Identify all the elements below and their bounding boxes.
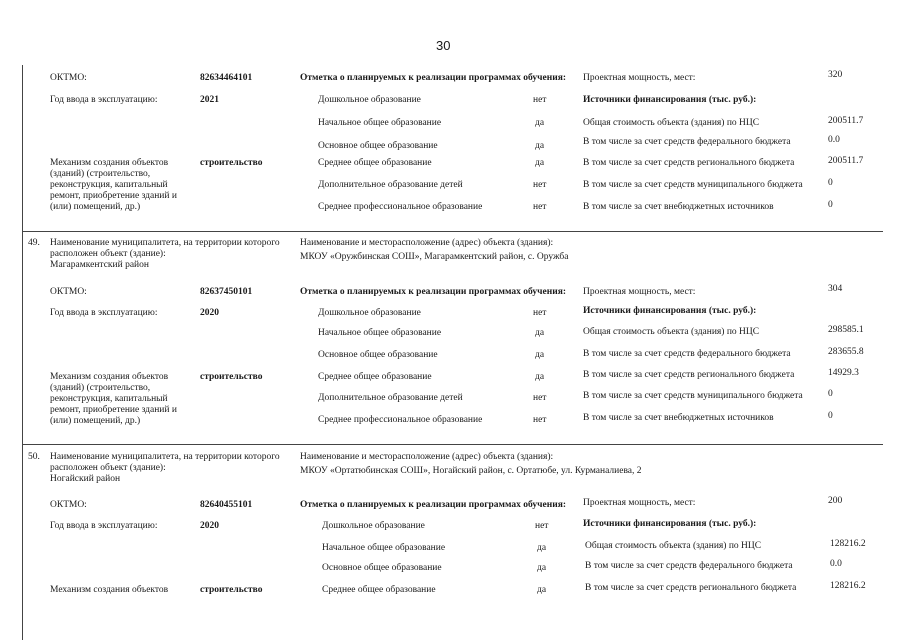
capacity-label: Проектная мощность, мест:: [583, 498, 696, 508]
funding-regional-value: 200511.7: [828, 156, 864, 166]
program-vocational-mark: нет: [533, 202, 547, 212]
mechanism-value: строительство: [200, 585, 263, 595]
mechanism-value: строительство: [200, 372, 263, 382]
program-basic-mark: да: [537, 563, 547, 573]
funding-total-label: Общая стоимость объекта (здания) по НЦС: [583, 327, 760, 337]
object-heading: Наименование и месторасположение (адрес) объекта (здания):: [300, 238, 554, 248]
funding-total-value: 128216.2: [830, 539, 866, 549]
programs-heading: Отметка о планируемых к реализации программах обучения:: [300, 500, 567, 510]
program-secondary: Среднее общее образование: [318, 372, 432, 382]
program-secondary-mark: да: [535, 372, 545, 382]
oktmo-value: 82640455101: [200, 500, 253, 510]
program-primary: Начальное общее образование: [318, 328, 442, 338]
record-number: 49.: [28, 238, 40, 248]
oktmo-value: 82637450101: [200, 287, 253, 297]
row-divider-48-49: [22, 231, 883, 232]
funding-total-label: Общая стоимость объекта (здания) по НЦС: [585, 541, 762, 551]
funding-federal-label: В том числе за счет средств федерального бюджета: [585, 561, 793, 571]
funding-extra-value: 0: [828, 411, 833, 421]
funding-regional-label: В том числе за счет средств регионального бюджета: [585, 583, 797, 593]
funding-municipal-value: 0: [828, 178, 833, 188]
program-additional-mark: нет: [533, 180, 547, 190]
object-heading: Наименование и месторасположение (адрес) объекта (здания):: [300, 452, 554, 462]
row-divider-49-50: [22, 444, 883, 445]
funding-heading: Источники финансирования (тыс. руб.):: [583, 95, 757, 105]
funding-regional-value: 128216.2: [830, 581, 866, 591]
program-additional: Дополнительное образование детей: [318, 180, 463, 190]
mechanism-label: Механизм создания объектов (зданий) (строительство, реконструкция, капитальный ремонт, приобретение зданий и (или) помещений, др.): [50, 158, 177, 212]
program-basic-mark: да: [535, 350, 545, 360]
program-basic: Основное общее образование: [318, 350, 438, 360]
mechanism-label: Механизм создания объектов: [50, 585, 169, 595]
year-value: 2020: [200, 308, 219, 318]
funding-municipal-label: В том числе за счет средств муниципального бюджета: [583, 391, 803, 401]
year-label: Год ввода в эксплуатацию:: [50, 308, 158, 318]
funding-federal-value: 0.0: [828, 135, 840, 145]
capacity-label: Проектная мощность, мест:: [583, 73, 696, 83]
program-basic-mark: да: [535, 141, 545, 151]
programs-heading: Отметка о планируемых к реализации программах обучения:: [300, 73, 567, 83]
program-vocational-mark: нет: [533, 415, 547, 425]
funding-total-value: 200511.7: [828, 116, 864, 126]
funding-total-value: 298585.1: [828, 325, 864, 335]
capacity-value: 200: [828, 496, 843, 506]
program-primary-mark: да: [537, 543, 547, 553]
funding-federal-label: В том числе за счет средств федерального бюджета: [583, 349, 791, 359]
year-label: Год ввода в эксплуатацию:: [50, 521, 158, 531]
program-secondary-mark: да: [535, 158, 545, 168]
program-additional: Дополнительное образование детей: [318, 393, 463, 403]
program-primary: Начальное общее образование: [318, 118, 442, 128]
record-number: 50.: [28, 452, 40, 462]
funding-regional-value: 14929.3: [828, 368, 859, 378]
funding-regional-label: В том числе за счет средств регионального бюджета: [583, 370, 795, 380]
program-preschool-mark: нет: [533, 308, 547, 318]
capacity-value: 304: [828, 284, 843, 294]
funding-heading: Источники финансирования (тыс. руб.):: [583, 306, 757, 316]
program-primary-mark: да: [535, 118, 545, 128]
funding-extra-value: 0: [828, 200, 833, 210]
program-preschool: Дошкольное образование: [322, 521, 425, 531]
municipality-heading: Наименование муниципалитета, на территории которого расположен объект (здание):: [50, 238, 280, 259]
municipality-value: Ногайский район: [50, 474, 121, 484]
table-left-border: [22, 65, 23, 640]
program-basic: Основное общее образование: [318, 141, 438, 151]
oktmo-label: ОКТМО:: [50, 287, 87, 297]
object-value: МКОУ «Ортатюбинская СОШ», Ногайский район, с. Ортатюбе, ул. Курманалиева, 2: [300, 466, 642, 476]
funding-municipal-value: 0: [828, 389, 833, 399]
program-primary-mark: да: [535, 328, 545, 338]
mechanism-label: Механизм создания объектов (зданий) (строительство, реконструкция, капитальный ремонт, приобретение зданий и (или) помещений, др.): [50, 372, 177, 426]
year-value: 2021: [200, 95, 219, 105]
capacity-value: 320: [828, 70, 843, 80]
mechanism-value: строительство: [200, 158, 263, 168]
program-preschool-mark: нет: [535, 521, 549, 531]
municipality-heading: Наименование муниципалитета, на территории которого расположен объект (здание):: [50, 452, 280, 473]
oktmo-label: ОКТМО:: [50, 500, 87, 510]
funding-federal-label: В том числе за счет средств федерального бюджета: [583, 137, 791, 147]
programs-heading: Отметка о планируемых к реализации программах обучения:: [300, 287, 567, 297]
program-secondary-mark: да: [537, 585, 547, 595]
object-value: МКОУ «Оружбинская СОШ», Магарамкентский район, с. Оружба: [300, 252, 569, 262]
funding-regional-label: В том числе за счет средств регионального бюджета: [583, 158, 795, 168]
capacity-label: Проектная мощность, мест:: [583, 287, 696, 297]
funding-federal-value: 0.0: [830, 559, 842, 569]
oktmo-value: 82634464101: [200, 73, 253, 83]
funding-extra-label: В том числе за счет внебюджетных источников: [583, 202, 774, 212]
funding-federal-value: 283655.8: [828, 347, 864, 357]
program-additional-mark: нет: [533, 393, 547, 403]
funding-municipal-label: В том числе за счет средств муниципального бюджета: [583, 180, 803, 190]
program-preschool: Дошкольное образование: [318, 308, 421, 318]
program-preschool: Дошкольное образование: [318, 95, 421, 105]
program-basic: Основное общее образование: [322, 563, 442, 573]
municipality-value: Магарамкентский район: [50, 260, 149, 270]
funding-total-label: Общая стоимость объекта (здания) по НЦС: [583, 118, 760, 128]
program-vocational: Среднее профессиональное образование: [318, 415, 483, 425]
oktmo-label: ОКТМО:: [50, 73, 87, 83]
page-number: 30: [436, 38, 451, 53]
funding-heading: Источники финансирования (тыс. руб.):: [583, 519, 757, 529]
program-secondary: Среднее общее образование: [322, 585, 436, 595]
program-vocational: Среднее профессиональное образование: [318, 202, 483, 212]
program-secondary: Среднее общее образование: [318, 158, 432, 168]
funding-extra-label: В том числе за счет внебюджетных источников: [583, 413, 774, 423]
year-label: Год ввода в эксплуатацию:: [50, 95, 158, 105]
program-preschool-mark: нет: [533, 95, 547, 105]
program-primary: Начальное общее образование: [322, 543, 446, 553]
year-value: 2020: [200, 521, 219, 531]
